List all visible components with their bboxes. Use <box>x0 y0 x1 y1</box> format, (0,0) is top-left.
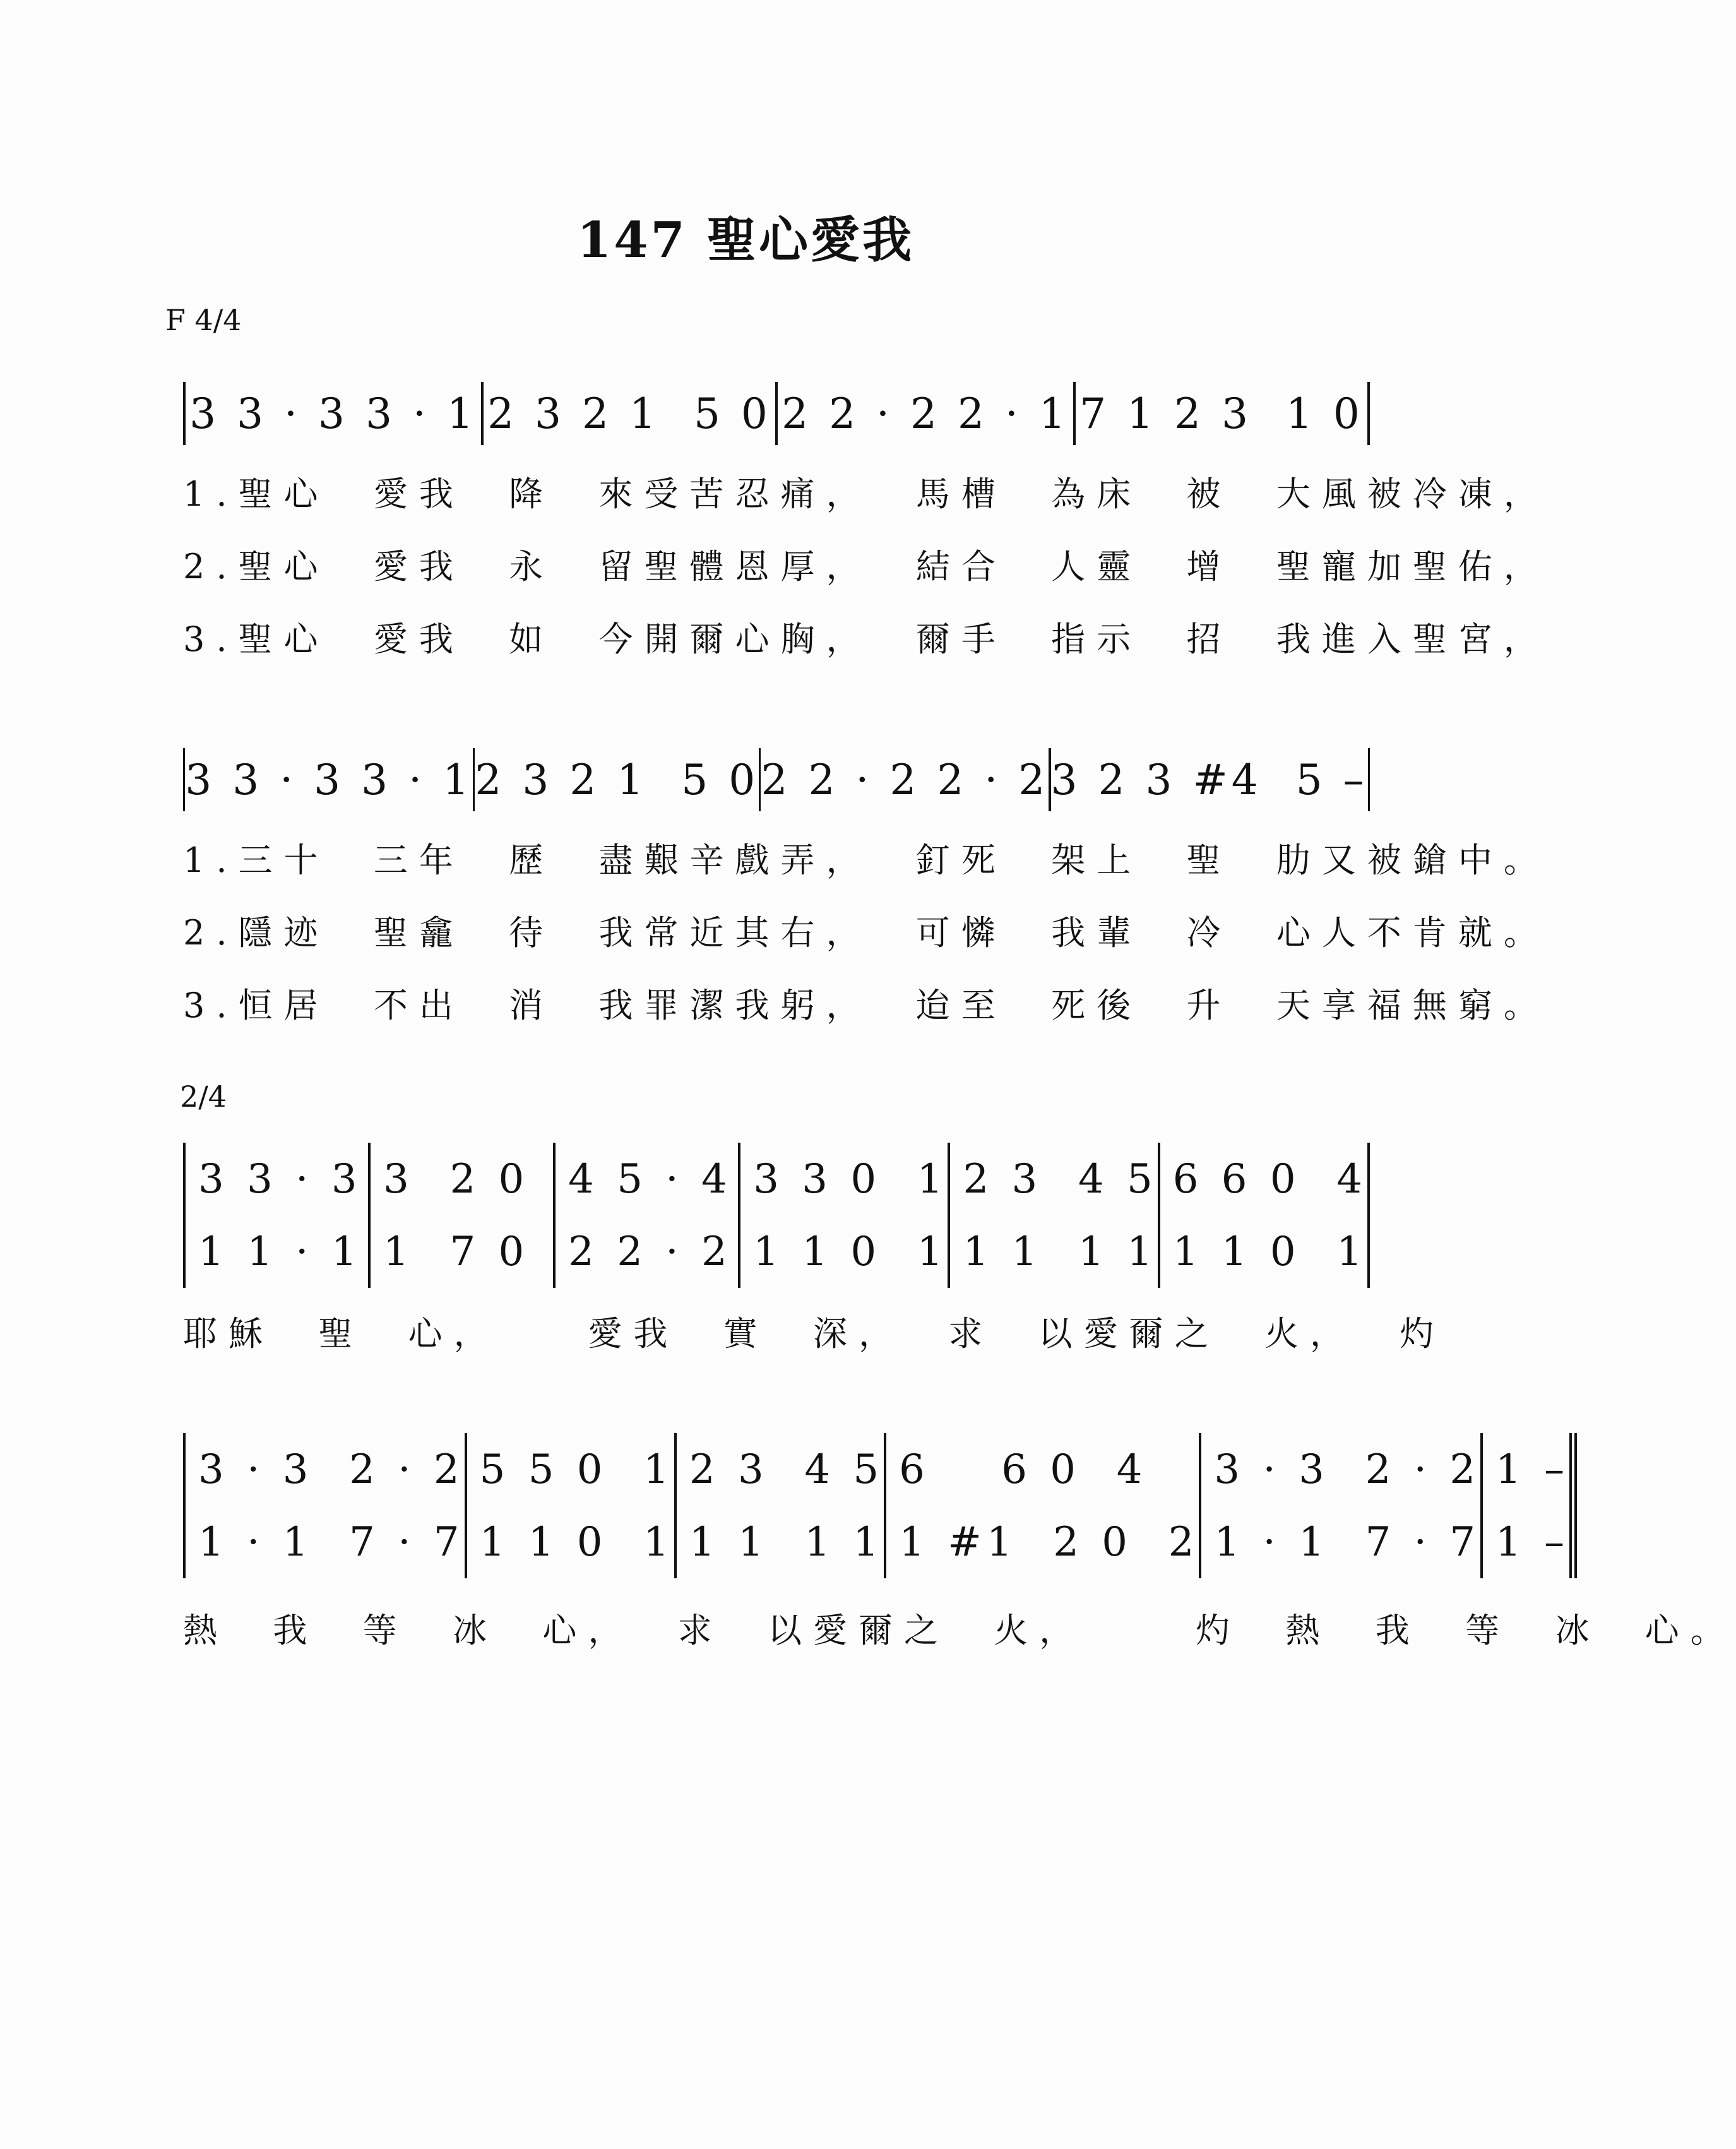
verse1-lyric-line: 3.聖心 愛我 如 今開爾心胸， 爾手 指示 招 我進入聖宮， <box>183 619 1549 659</box>
measure: 3 3 · 3 3 · 1 <box>185 755 473 804</box>
hymn-title: 147 聖心愛我 <box>577 211 914 269</box>
measure: 3 3 · 3 1 1 · 1 <box>183 1143 368 1288</box>
measure: 2 3 2 1 5 0 <box>475 755 759 804</box>
measure: 3 · 3 2 · 2 1 · 1 7 · 7 <box>1199 1433 1480 1578</box>
verse2-lyric-line: 3.恒居 不出 消 我罪潔我躬， 迨至 死後 升 天享福無窮。 <box>183 985 1549 1025</box>
verse1-lyric-line: 1.聖心 愛我 降 來受苦忍痛， 馬槽 為床 被 大風被冷凍， <box>183 474 1549 514</box>
verse2-lyric-line: 2.隱迹 聖龕 待 我常近其右， 可憐 我輩 冷 心人不肯就。 <box>183 913 1549 953</box>
refrain1-notation <box>183 1143 1370 1288</box>
measure: 3 2 3 #4 5 – <box>1050 755 1368 804</box>
refrain1-lyrics: 耶穌 聖 心， 愛我 實 深， 求 以愛爾之 火， 灼 <box>183 1314 1446 1354</box>
measure: 3 3 · 3 3 · 1 <box>189 389 477 438</box>
measure: 6 6 0 4 1 #1 2 0 2 <box>884 1433 1199 1578</box>
verse1-lyric-line: 2.聖心 愛我 永 留聖體恩厚， 結合 人靈 增 聖寵加聖佑， <box>183 547 1549 586</box>
measure: 4 5 · 4 2 2 · 2 <box>553 1143 738 1288</box>
measure: 1 – 1 – <box>1480 1433 1577 1578</box>
measure: 3 3 0 1 1 1 0 1 <box>738 1143 948 1288</box>
verse2-lyric-line: 1.三十 三年 歷 盡艱辛戲弄， 釘死 架上 聖 肋又被鎗中。 <box>183 840 1549 880</box>
measure: 2 2 · 2 2 · 2 <box>761 755 1049 804</box>
measure: 3 2 0 1 7 0 <box>368 1143 553 1288</box>
key-time-signature: F 4/4 <box>165 303 242 337</box>
measure: 5 5 0 1 1 1 0 1 <box>465 1433 674 1578</box>
verse1-notation <box>183 379 1370 448</box>
measure: 3 · 3 2 · 2 1 · 1 7 · 7 <box>183 1433 465 1578</box>
measure: 2 3 4 5 1 1 1 1 <box>948 1143 1157 1288</box>
verse2-notation <box>183 745 1370 814</box>
measure: 7 1 2 3 1 0 <box>1079 389 1364 438</box>
refrain2-notation <box>183 1433 1570 1578</box>
refrain2-lyrics: 熱 我 等 冰 心， 求 以愛爾之 火， 灼 熱 我 等 冰 心。 <box>183 1610 1736 1650</box>
measure: 2 3 4 5 1 1 1 1 <box>674 1433 884 1578</box>
time-signature-2-4: 2/4 <box>180 1080 227 1114</box>
measure: 2 3 2 1 5 0 <box>487 389 771 438</box>
measure: 2 2 · 2 2 · 1 <box>782 389 1069 438</box>
measure: 6 6 0 4 1 1 0 1 <box>1158 1143 1370 1288</box>
